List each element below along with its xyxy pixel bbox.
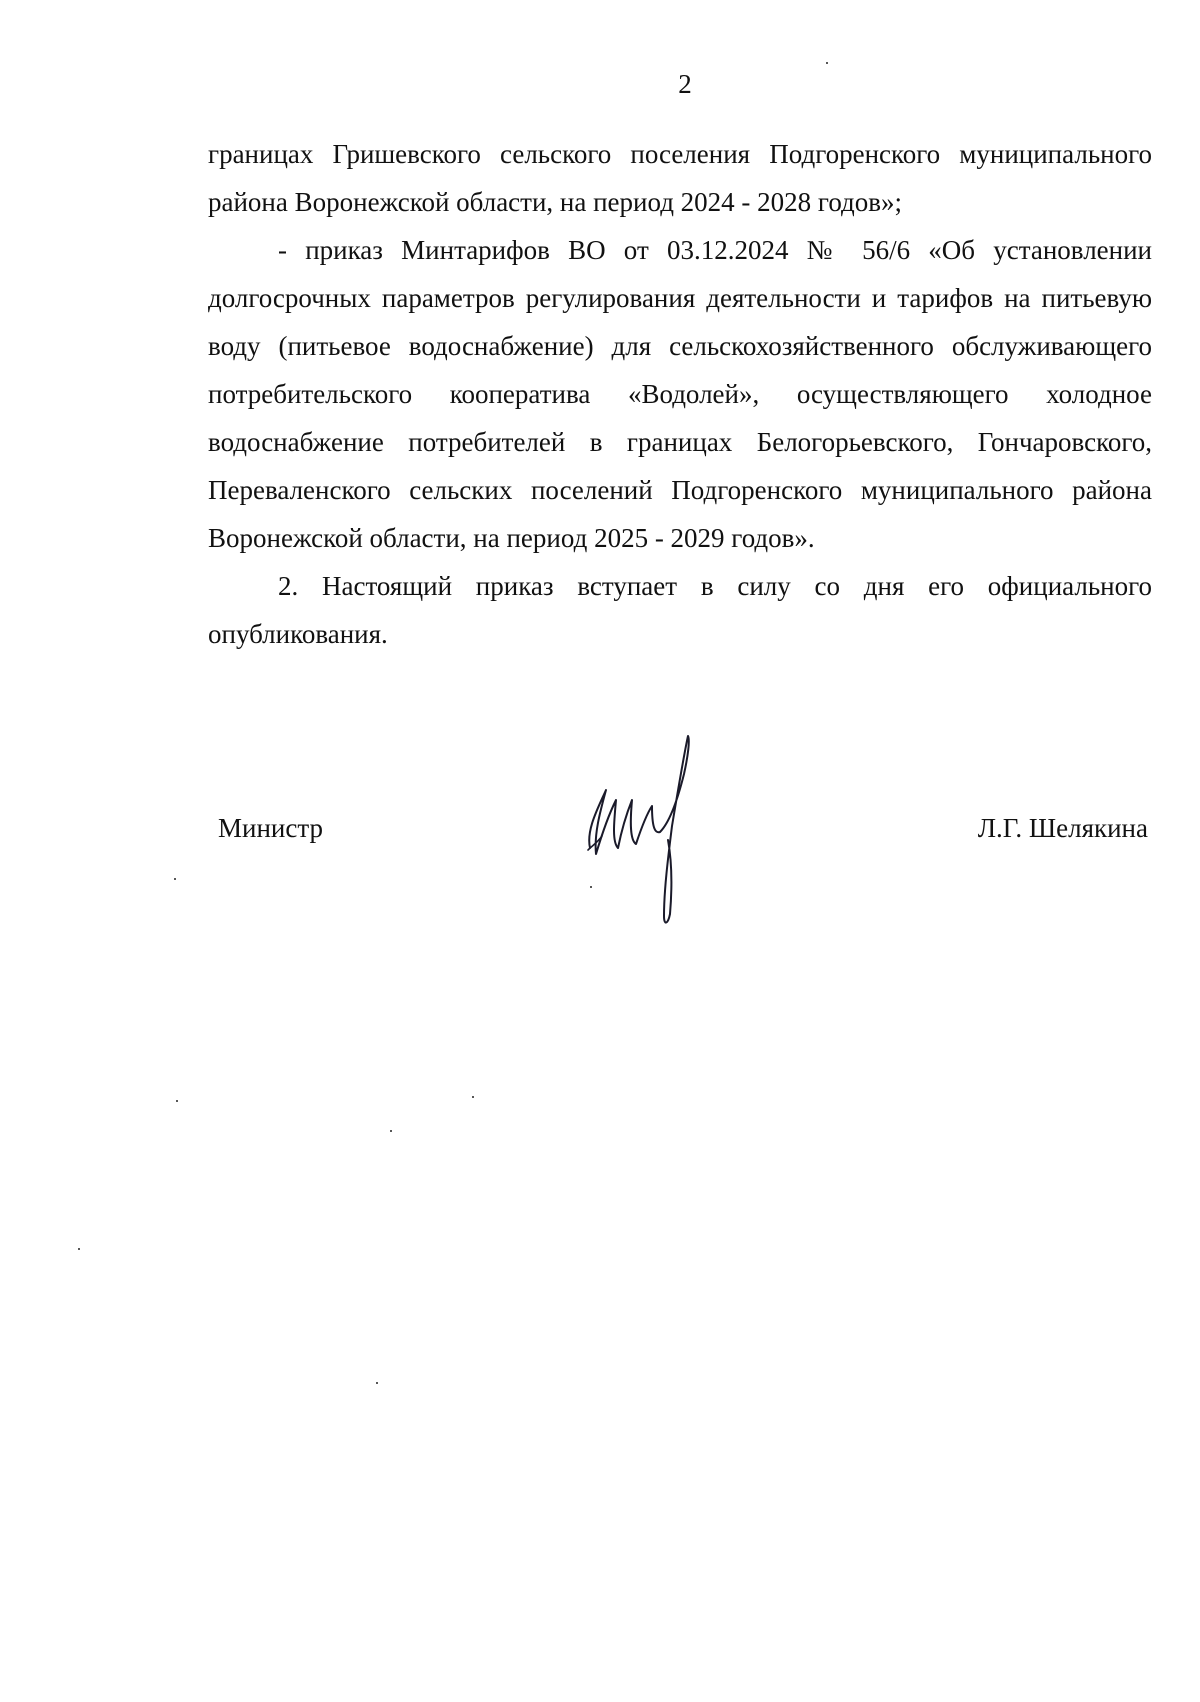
document-body [208,130,1152,658]
signer-name: Л.Г. Шелякина [977,813,1148,843]
page-number: 2 [678,69,692,99]
scan-speck [376,1382,378,1384]
scan-speck [472,1096,474,1098]
scan-speck [590,886,592,888]
handwritten-signature [568,730,728,940]
paragraph-order-reference: - приказ Минтарифов ВО от 03.12.2024 № 56/6 «Об установлении долгосрочных параметров регулирования деятельности и тарифов на питьевую воду (питьевое водоснабжение) для сельскохозяйственного обслуживающего потребительского кооператива «Водолей», осуществляющего холодное водоснабжение потребителей в границах Белогорьевского, Гончаровского, Переваленского сельских поселений Подгоренского муниципального района Воронежской области, на период 2025 - 2029 годов». [208,235,1152,553]
paragraph-continuation: границах Гришевского сельского поселения Подгоренского муниципального района Воронежской области, на период 2024 - 2028 годов»; [208,139,1152,217]
scan-speck [390,1130,392,1132]
scan-speck [176,1100,178,1102]
paragraph-effective-date: 2. Настоящий приказ вступает в силу со дня его официального опубликования. [208,571,1152,649]
scan-speck [174,878,176,880]
scan-speck [78,1248,80,1250]
scan-speck [826,62,828,64]
signer-position: Министр [218,813,323,843]
